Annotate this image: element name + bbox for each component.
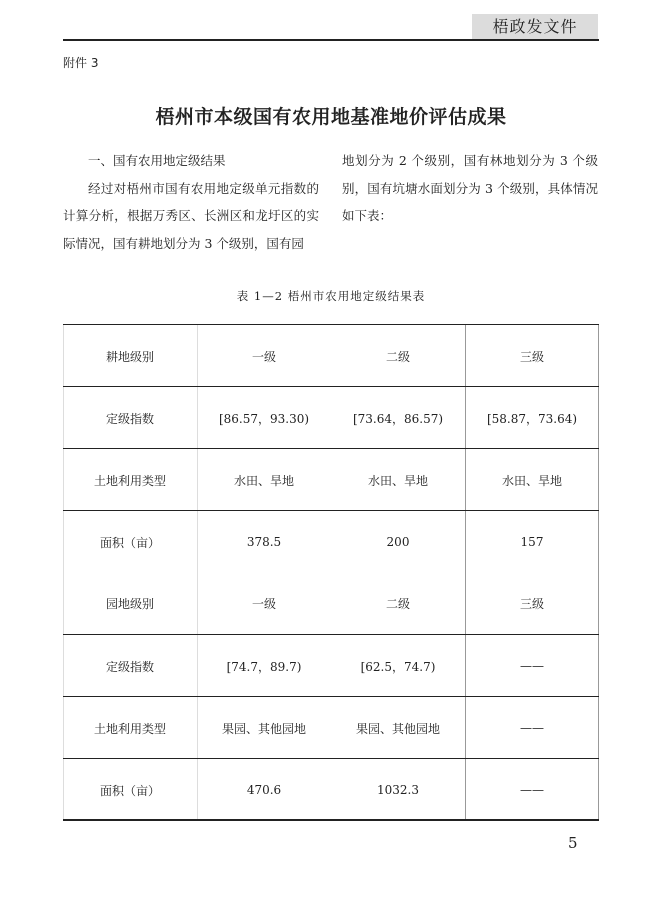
table-row — [63, 758, 599, 821]
row-label-cell: 定级指数 — [105, 659, 154, 674]
table-caption: 表 1—2 梧州市农用地定级结果表 — [236, 289, 426, 303]
row-label-cell: 面积（亩） — [99, 535, 160, 550]
table-cell: [73.64，86.57) — [352, 411, 444, 426]
table-cell: 378.5 — [246, 535, 282, 549]
table-cell: —— — [520, 659, 544, 673]
table-cell: 果园、其他园地 — [355, 721, 440, 736]
table-cell: 水田、旱地 — [367, 473, 428, 488]
table-cell: 200 — [386, 535, 410, 549]
table-row — [63, 448, 599, 511]
left-column — [63, 147, 319, 257]
table-cell: 三级 — [519, 349, 544, 364]
attachment-label: 附件 3 — [63, 56, 99, 70]
section-heading: 一、国有农用地定级结果 — [88, 153, 226, 168]
table-cell: [58.87，73.64) — [486, 411, 578, 426]
table-cell: 一级 — [251, 349, 276, 364]
table-cell: 二级 — [385, 596, 410, 611]
left-paragraph: 经过对梧州市国有农用地定级单元指数的计算分析，根据万秀区、长洲区和龙圩区的实际情况，国有耕地划分为 3 个级别，国有园 — [63, 180, 319, 251]
table-row — [63, 572, 599, 634]
table-cell: —— — [520, 721, 544, 735]
table-cell: 三级 — [519, 596, 544, 611]
document-header-tab: 梧政发文件 — [472, 14, 598, 40]
right-column — [342, 147, 598, 230]
right-paragraph: 地划分为 2 个级别，国有林地划分为 3 个级别，国有坑塘水面划分为 3 个级别，具体情况如下表： — [342, 153, 598, 223]
table-cell: [86.57，93.30) — [218, 411, 310, 426]
table-cell: [74.7，89.7) — [226, 659, 302, 674]
table-row — [63, 634, 599, 697]
row-label-cell: 面积（亩） — [99, 783, 160, 798]
row-label-cell: 土地利用类型 — [93, 473, 166, 488]
row-label-cell: 土地利用类型 — [93, 721, 166, 736]
row-label-cell: 园地级别 — [105, 596, 154, 611]
table-cell: —— — [520, 783, 544, 797]
table-row — [63, 510, 599, 573]
page-title: 梧州市本级国有农用地基准地价评估成果 — [155, 106, 507, 128]
row-label-cell: 耕地级别 — [105, 349, 154, 364]
table-cell: 水田、旱地 — [501, 473, 562, 488]
table-cell: 一级 — [251, 596, 276, 611]
header-rule — [63, 39, 599, 41]
table-cell: 157 — [520, 535, 544, 549]
table-row — [63, 696, 599, 759]
table-cell: 二级 — [385, 349, 410, 364]
table-cell: 果园、其他园地 — [221, 721, 306, 736]
table-cell: 水田、旱地 — [233, 473, 294, 488]
table-cell: 1032.3 — [377, 783, 419, 797]
page-number: 5 — [568, 834, 578, 852]
table-cell: 470.6 — [246, 783, 282, 797]
table-cell: [62.5，74.7) — [360, 659, 436, 674]
row-label-cell: 定级指数 — [105, 411, 154, 426]
table-row — [63, 324, 599, 387]
table-row — [63, 386, 599, 449]
